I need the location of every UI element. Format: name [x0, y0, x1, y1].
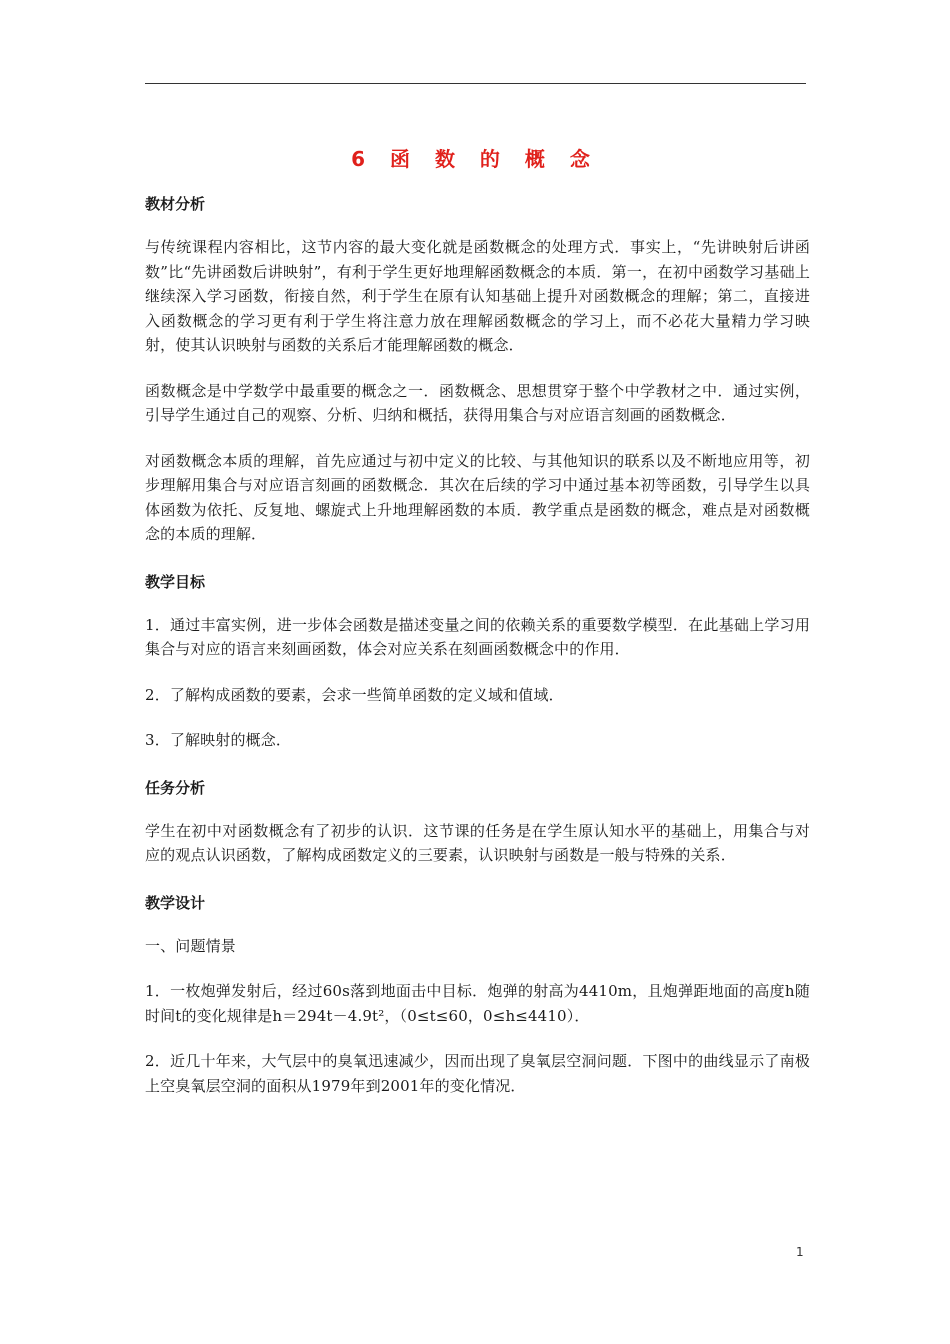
page-number: 1	[796, 1245, 804, 1259]
list-item: 2．近几十年来，大气层中的臭氧迅速减少，因而出现了臭氧层空洞问题．下图中的曲线显示了南极上空臭氧层空洞的面积从1979年到2001年的变化情况．	[145, 1052, 810, 1095]
list-item: 3．了解映射的概念．	[145, 731, 292, 749]
section-task-analysis	[145, 774, 810, 868]
document-title: 6 函 数 的 概 念	[351, 147, 599, 171]
header-rule	[145, 83, 806, 84]
section-textbook-analysis	[145, 190, 810, 547]
section-teaching-goals	[145, 568, 810, 753]
paragraph: 学生在初中对函数概念有了初步的认识．这节课的任务是在学生原认知水平的基础上，用集合与对应的观点认识函数，了解构成函数定义的三要素，认识映射与函数是一般与特殊的关系．	[145, 821, 810, 864]
section-heading: 教学目标	[145, 572, 206, 591]
section-teaching-design	[145, 889, 810, 1099]
paragraph: 函数概念是中学数学中最重要的概念之一．函数概念、思想贯穿于整个中学教材之中．通过实例，引导学生通过自己的观察、分析、归纳和概括，获得用集合与对应语言刻画的函数概念．	[145, 381, 810, 424]
list-item: 1．一枚炮弹发射后，经过60s落到地面击中目标．炮弹的射高为4410m，且炮弹距地面的高度h随时间t的变化规律是h＝294t－4.9t²，（0≤t≤60，0≤h≤4410）．	[145, 982, 810, 1025]
list-item: 2．了解构成函数的要素，会求一些简单函数的定义域和值域．	[145, 685, 564, 704]
paragraph: 与传统课程内容相比，这节内容的最大变化就是函数概念的处理方式．事实上，“先讲映射后讲函数”比“先讲函数后讲映射”，有利于学生更好地理解函数概念的本质．第一，在初中函数学习基础上继续深入学习函数，衔接自然，利于学生在原有认知基础上提升对函数概念的理解；第二，直接进入函数概念的学习更有利于学生将注意力放在理解函数概念的学习上，而不必花大量精力学习映射，使其认识映射与函数的关系后才能理解函数的概念．	[145, 238, 810, 354]
section-heading: 教材分析	[145, 195, 206, 213]
subheading: 一、问题情景	[145, 936, 236, 955]
list-item: 1．通过丰富实例，进一步体会函数是描述变量之间的依赖关系的重要数学模型．在此基础上学习用集合与对应的语言来刻画函数，体会对应关系在刻画函数概念中的作用．	[145, 615, 810, 658]
section-heading: 教学设计	[145, 893, 206, 912]
section-heading: 任务分析	[145, 778, 206, 797]
paragraph: 对函数概念本质的理解，首先应通过与初中定义的比较、与其他知识的联系以及不断地应用等，初步理解用集合与对应语言刻画的函数概念．其次在后续的学习中通过基本初等函数，引导学生以具体函数为依托、反复地、螺旋式上升地理解函数的本质．教学重点是函数的概念，难点是对函数概念的本质的理解．	[145, 451, 810, 543]
document-body	[145, 190, 810, 1119]
